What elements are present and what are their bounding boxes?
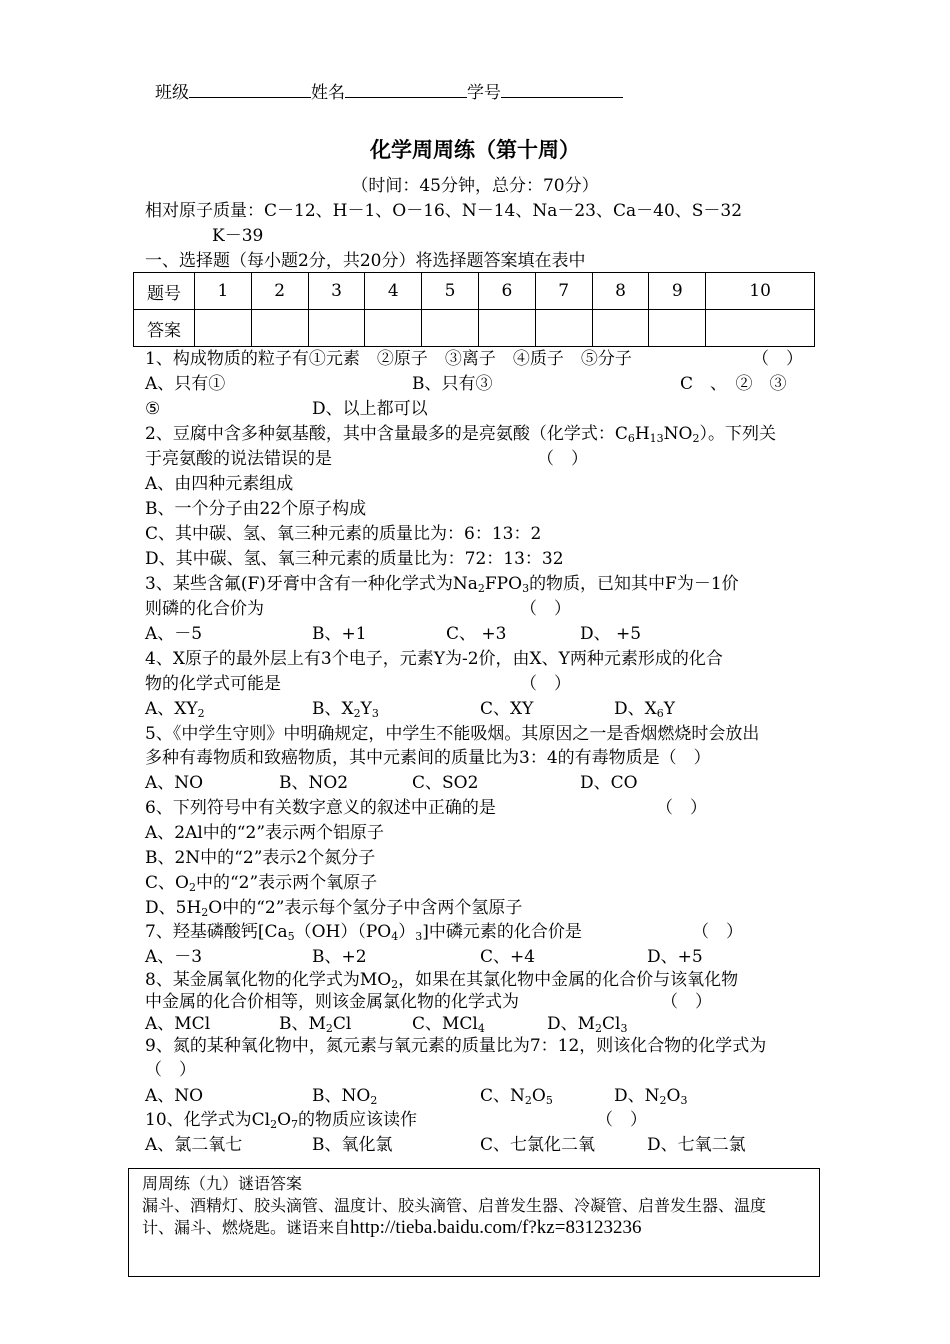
- q9-option-d: D、$N_2O_3$: [614, 1086, 688, 1107]
- q1-paren: （ ）: [752, 349, 803, 369]
- q1-option-c-cont: ⑤: [145, 399, 161, 419]
- q4-option-b: B、$X_2Y_3$: [312, 699, 379, 720]
- answer-cell[interactable]: [649, 310, 706, 347]
- id-blank: [501, 81, 623, 98]
- q2-option-a: A、由四种元素组成: [145, 474, 294, 494]
- q1-option-d: D、以上都可以: [312, 399, 428, 419]
- q8-option-c: C、MCl$_4$: [412, 1014, 485, 1035]
- q8-option-a: A、MCl: [145, 1014, 211, 1034]
- q2-option-c: C、其中碳、氢、氧三种元素的质量比为：6：13：2: [145, 524, 542, 544]
- table-cell: 2: [251, 273, 308, 310]
- q8-line1: 8、某金属氧化物的化学式为$MO_2$，如果在其氯化物中金属的化合价与该氧化物: [145, 970, 739, 991]
- atomic-mass: 相对原子质量：C－12、H－1、O－16、N－14、Na－23、Ca－40、S－32: [145, 201, 743, 221]
- table-cell: 5: [422, 273, 479, 310]
- q5-option-b: B、NO2: [279, 773, 349, 793]
- q1-option-b: B、只有③: [412, 374, 493, 394]
- q4-line2: 物的化学式可能是: [145, 674, 281, 694]
- q7-option-a: A、－3: [145, 947, 203, 967]
- q6-option-d: D、$5H_2O$中的“2”表示每个氢分子中含两个氢原子: [145, 898, 523, 919]
- q4-line1: 4、X原子的最外层上有3个电子，元素Y为-2价，由X、Y两种元素形成的化合: [145, 649, 723, 669]
- q10-paren: （ ）: [596, 1110, 647, 1130]
- table-head-answer: 答案: [134, 310, 195, 347]
- answer-cell[interactable]: [478, 310, 535, 347]
- q9-line2: （ ）: [145, 1060, 196, 1080]
- q4-paren: （ ）: [520, 674, 571, 694]
- q4-option-a: A、$XY_2$: [145, 699, 205, 720]
- student-info-line: [155, 81, 623, 103]
- q2-line1: 2、豆腐中含多种氨基酸，其中含量最多的是亮氨酸（化学式：$C_6H_{13}NO_2$）。下列关: [145, 424, 776, 445]
- table-cell: 10: [706, 273, 815, 310]
- box-line1: 漏斗、酒精灯、胶头滴管、温度计、胶头滴管、启普发生器、冷凝管、启普发生器、温度: [142, 1196, 767, 1215]
- q7-option-c: C、+4: [480, 947, 536, 967]
- table-cell: 1: [195, 273, 252, 310]
- page-title: 化学周周练（第十周）: [370, 138, 580, 162]
- q1-option-a: A、只有①: [145, 374, 226, 394]
- q10-stem: 10、化学式为$Cl_2O_7$的物质应该读作: [145, 1110, 418, 1131]
- q1-stem: 1、构成物质的粒子有①元素 ②原子 ③离子 ④质子 ⑤分子: [145, 349, 632, 369]
- q1-option-c: C 、 ② ③: [680, 374, 787, 394]
- q8-paren: （ ）: [661, 992, 712, 1012]
- q2-paren: （ ）: [537, 449, 588, 469]
- table-head-number: 题号: [134, 273, 195, 310]
- answer-cell[interactable]: [592, 310, 649, 347]
- table-row: [134, 310, 815, 347]
- q9-option-a: A、NO: [145, 1086, 204, 1106]
- name-label: 姓名: [311, 83, 345, 103]
- answer-table: [133, 272, 815, 347]
- answer-cell[interactable]: [195, 310, 252, 347]
- q9-option-c: C、$N_2O_5$: [480, 1086, 553, 1107]
- answer-cell[interactable]: [706, 310, 815, 347]
- answer-cell[interactable]: [251, 310, 308, 347]
- q10-option-b: B、氧化氯: [312, 1135, 393, 1155]
- q6-paren: （ ）: [656, 798, 707, 818]
- section-heading: 一、选择题（每小题2分，共20分）将选择题答案填在表中: [145, 251, 586, 271]
- class-blank: [189, 81, 311, 98]
- class-label: 班级: [155, 83, 189, 103]
- table-cell: 4: [365, 273, 422, 310]
- q3-option-c: C、 +3: [446, 624, 507, 644]
- table-cell: 7: [535, 273, 592, 310]
- answer-cell[interactable]: [422, 310, 479, 347]
- q7-paren: （ ）: [692, 922, 743, 942]
- table-cell: 6: [478, 273, 535, 310]
- q8-option-d: D、$M_2Cl_3$: [547, 1014, 628, 1035]
- q8-line2: 中金属的化合价相等，则该金属氯化物的化学式为: [145, 992, 519, 1012]
- riddle-answer-box: [128, 1168, 820, 1277]
- box-title: 周周练（九）谜语答案: [142, 1174, 303, 1193]
- q10-option-a: A、氯二氧七: [145, 1135, 243, 1155]
- table-cell: 9: [649, 273, 706, 310]
- q5-option-a: A、NO: [145, 773, 204, 793]
- q2-option-d: D、其中碳、氢、氧三种元素的质量比为：72：13：32: [145, 549, 564, 569]
- answer-cell[interactable]: [308, 310, 365, 347]
- riddle-source-link[interactable]: http://tieba.baidu.com/f?kz=83123236: [350, 1217, 642, 1238]
- q7-option-b: B、+2: [312, 947, 367, 967]
- q3-option-a: A、－5: [145, 624, 203, 644]
- q5-line1: 5、《中学生守则》中明确规定，中学生不能吸烟。其原因之一是香烟燃烧时会放出: [145, 724, 760, 744]
- atomic-mass-cont: K－39: [212, 226, 264, 246]
- q6-option-b: B、2N中的“2”表示2个氮分子: [145, 848, 376, 868]
- answer-cell[interactable]: [535, 310, 592, 347]
- q5-line2: 多种有毒物质和致癌物质，其中元素间的质量比为3：4的有毒物质是（ ）: [145, 748, 711, 768]
- q3-line2: 则磷的化合价为: [145, 599, 264, 619]
- table-cell: 3: [308, 273, 365, 310]
- q9-line1: 9、氮的某种氧化物中，氮元素与氧元素的质量比为7：12，则该化合物的化学式为: [145, 1036, 767, 1056]
- table-row: [134, 273, 815, 310]
- q7-option-d: D、+5: [647, 947, 703, 967]
- id-label: 学号: [467, 83, 501, 103]
- q6-stem: 6、下列符号中有关数字意义的叙述中正确的是: [145, 798, 496, 818]
- q6-option-a: A、2Al中的“2”表示两个铝原子: [145, 823, 385, 843]
- q7-stem: 7、羟基磷酸钙$[Ca_5(OH)(PO_4)_3]$中磷元素的化合价是: [145, 922, 582, 943]
- q10-option-c: C、七氯化二氧: [480, 1135, 596, 1155]
- subtitle: （时间：45分钟，总分：70分）: [351, 176, 599, 196]
- q3-paren: （ ）: [520, 599, 571, 619]
- box-line2: 计、漏斗、燃烧匙。谜语来自http://tieba.baidu.com/f?kz=83123236: [142, 1217, 642, 1238]
- q4-option-c: C、XY: [480, 699, 534, 719]
- q2-option-b: B、一个分子由22个原子构成: [145, 499, 367, 519]
- q3-option-d: D、 +5: [580, 624, 642, 644]
- q4-option-d: D、$X_6Y$: [614, 699, 675, 720]
- table-cell: 8: [592, 273, 649, 310]
- q3-line1: 3、某些含氟(F)牙膏中含有一种化学式为$Na_2FPO_3$的物质，已知其中F为－1价: [145, 574, 739, 595]
- q5-option-d: D、CO: [580, 773, 638, 793]
- q3-option-b: B、+1: [312, 624, 367, 644]
- q5-option-c: C、SO2: [412, 773, 479, 793]
- q8-option-b: B、$M_2Cl$: [279, 1014, 352, 1035]
- q6-option-c: C、$O_2$中的“2”表示两个氧原子: [145, 873, 378, 894]
- name-blank: [345, 81, 467, 98]
- q10-option-d: D、七氧二氯: [647, 1135, 746, 1155]
- q2-line2: 于亮氨酸的说法错误的是: [145, 449, 332, 469]
- q9-option-b: B、$NO_2$: [312, 1086, 378, 1107]
- answer-cell[interactable]: [365, 310, 422, 347]
